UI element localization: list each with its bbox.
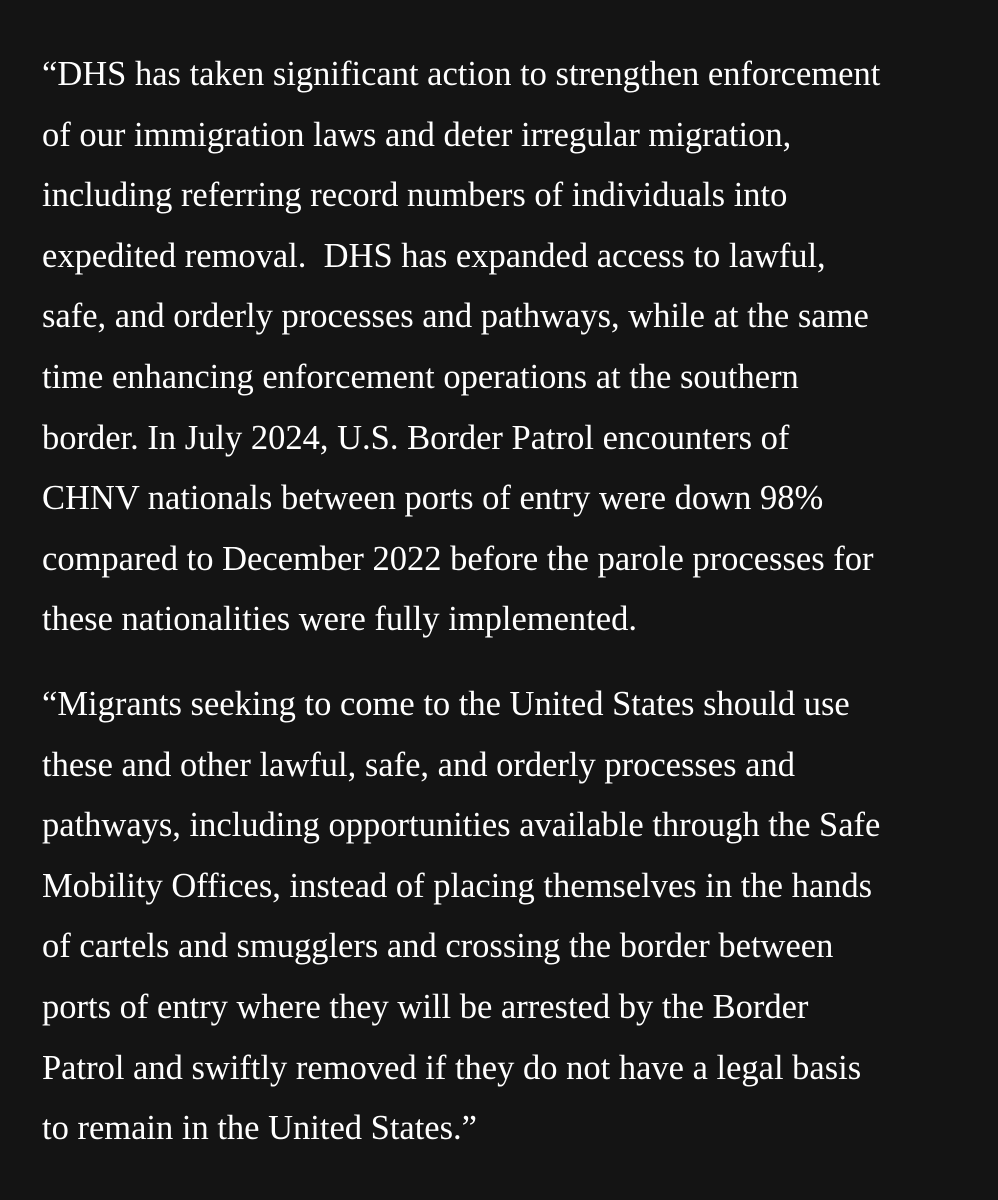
- text-line: expedited removal. DHS has expanded access to lawful,: [42, 236, 826, 275]
- text-line: compared to December 2022 before the parole processes for: [42, 539, 874, 578]
- text-line: these and other lawful, safe, and orderly processes and: [42, 745, 795, 784]
- text-line: Patrol and swiftly removed if they do not have a legal basis: [42, 1048, 862, 1087]
- text-line: to remain in the United States.”: [42, 1109, 477, 1148]
- text-line: border. In July 2024, U.S. Border Patrol encounters of: [42, 418, 790, 457]
- text-line: ports of entry where they will be arrested by the Border: [42, 987, 809, 1026]
- text-line: Mobility Offices, instead of placing themselves in the hands: [42, 866, 873, 905]
- text-line: of our immigration laws and deter irregular migration,: [42, 115, 792, 154]
- paragraph-migrants-guidance: [42, 674, 982, 1159]
- text-line: pathways, including opportunities available through the Safe: [42, 806, 881, 845]
- text-line: of cartels and smugglers and crossing the border between: [42, 927, 834, 966]
- text-line: “DHS has taken significant action to strengthen enforcement: [42, 55, 881, 93]
- text-line: “Migrants seeking to come to the United States should use: [42, 685, 850, 723]
- text-line: safe, and orderly processes and pathways, while at the same: [42, 297, 869, 336]
- paragraph-dhs-enforcement: [42, 44, 982, 650]
- text-line: CHNV nationals between ports of entry were down 98%: [42, 479, 824, 518]
- text-line: time enhancing enforcement operations at the southern: [42, 357, 799, 396]
- text-line: including referring record numbers of individuals into: [42, 176, 788, 215]
- text-line: these nationalities were fully implemented.: [42, 600, 637, 639]
